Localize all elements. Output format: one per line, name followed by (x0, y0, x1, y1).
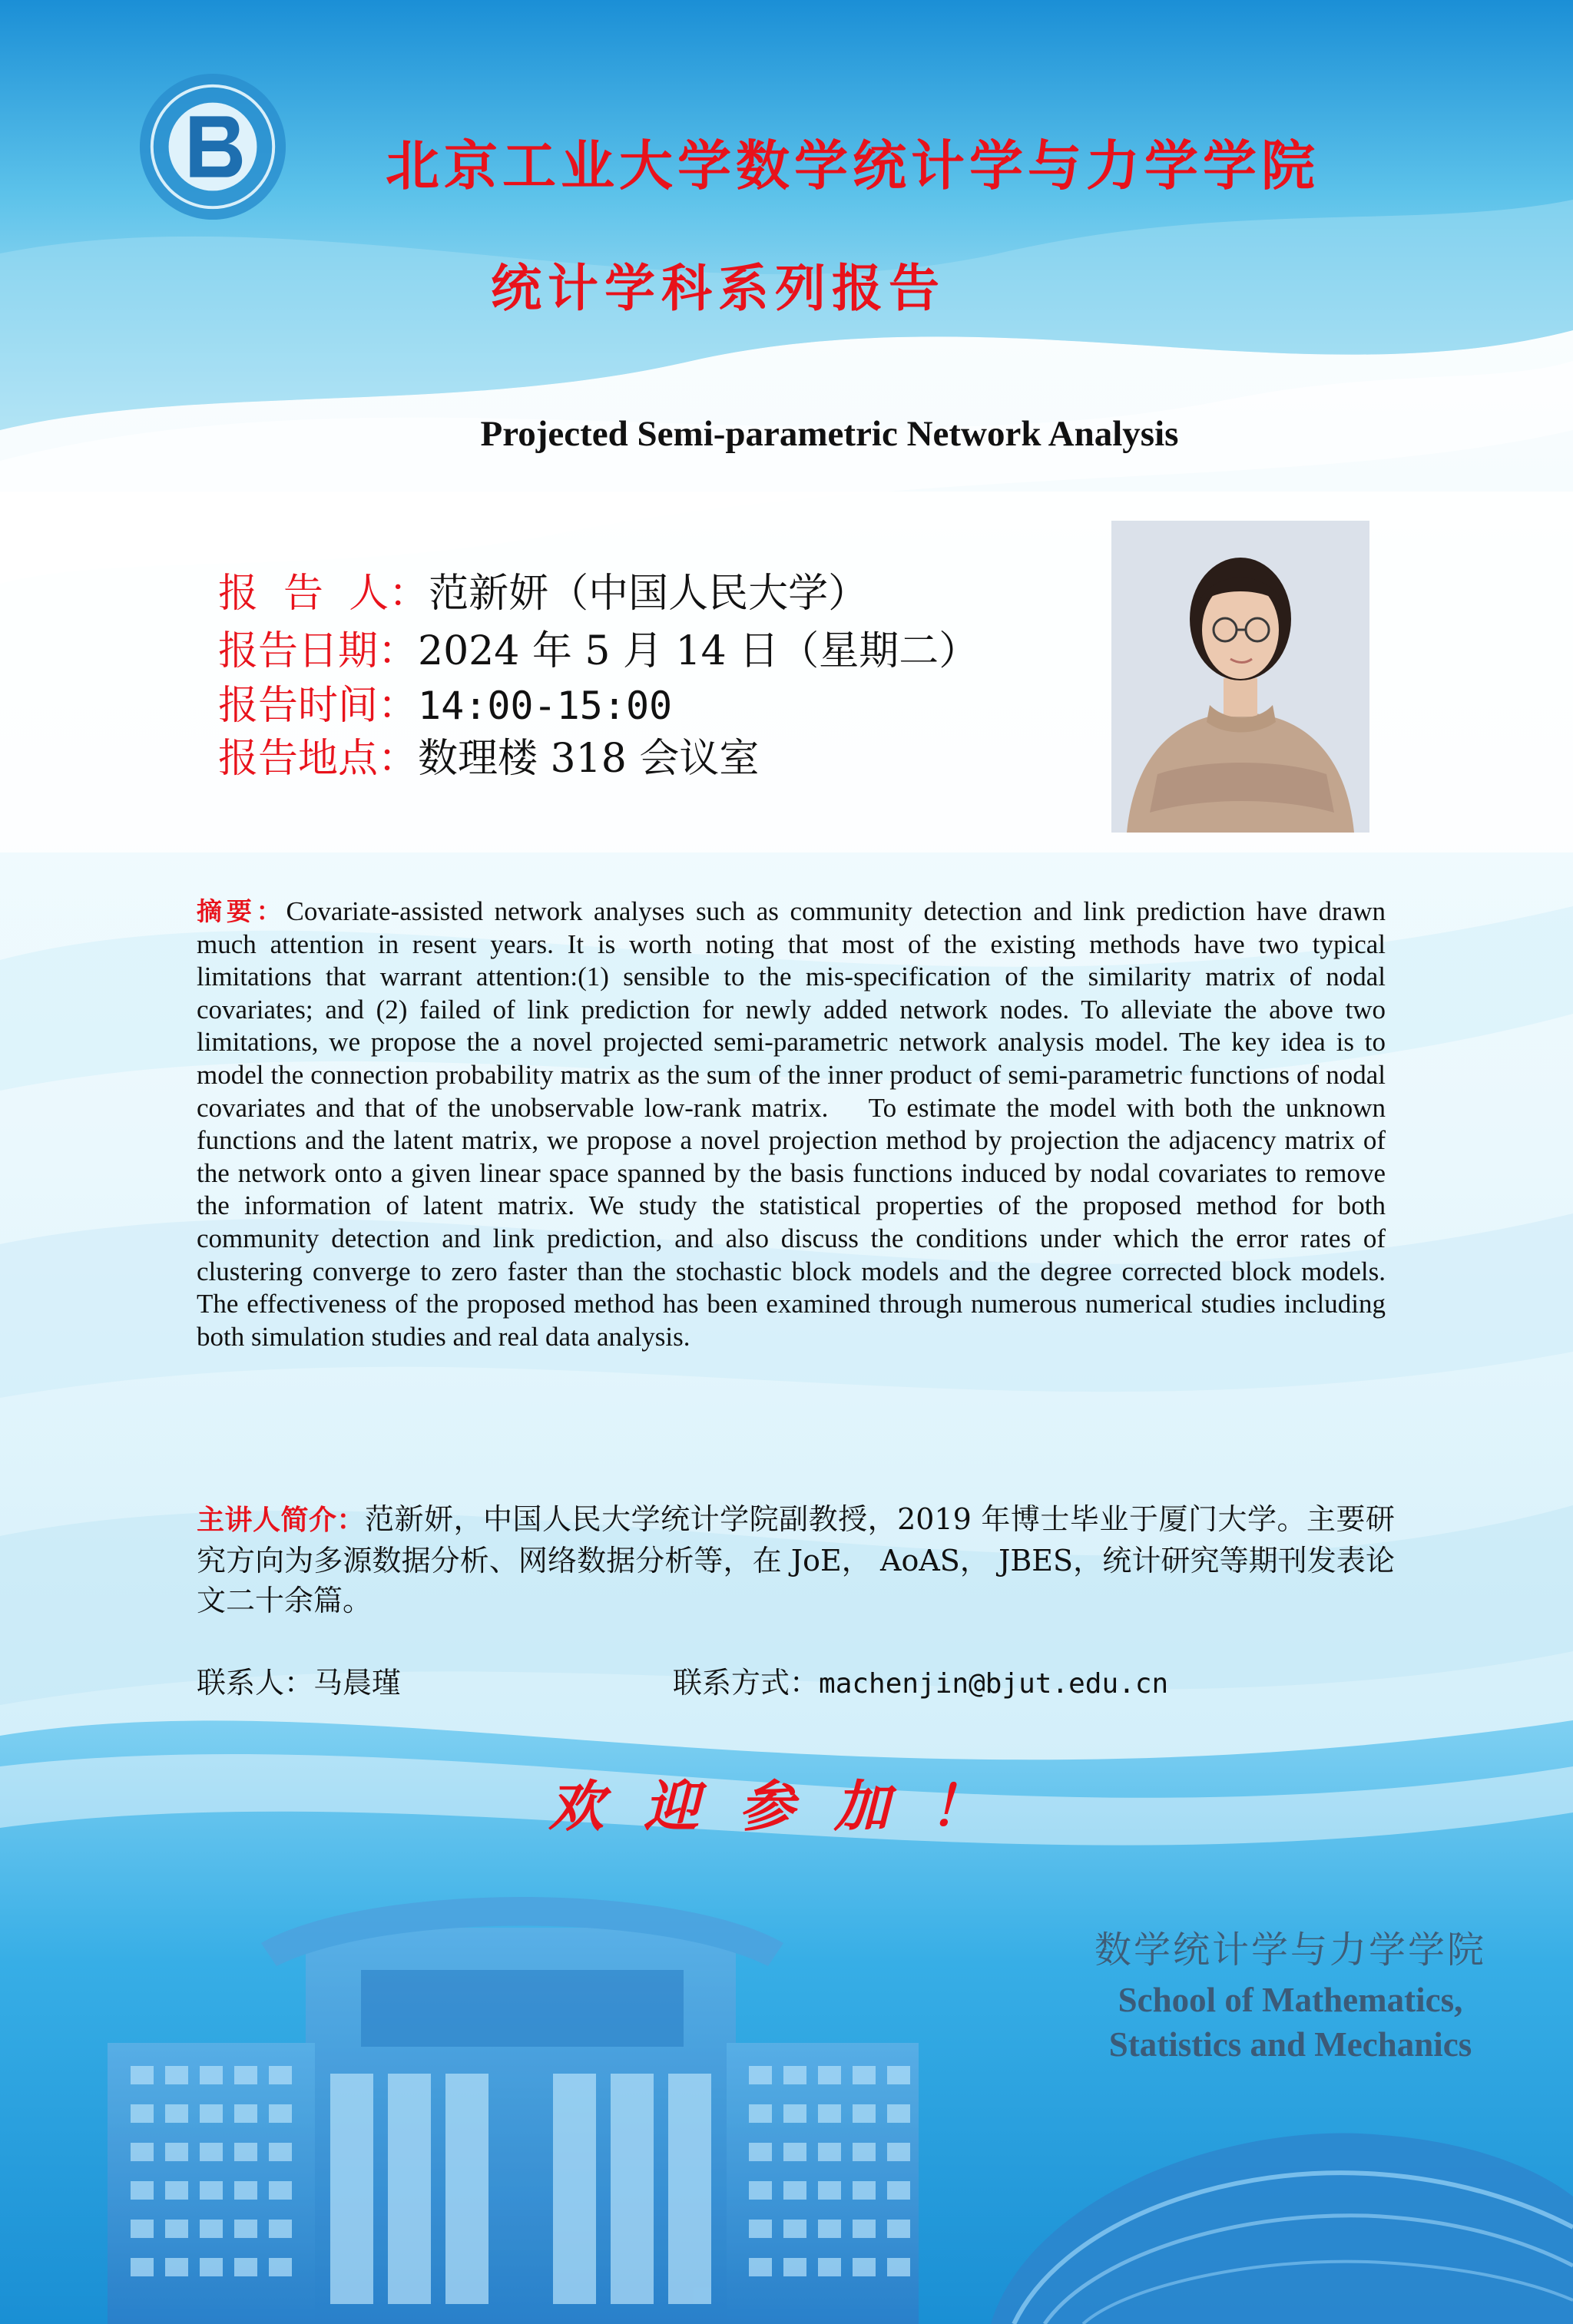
contact-method (673, 1659, 1168, 1701)
speaker-portrait-illustration (1111, 521, 1369, 833)
speaker-label: 报 告 人： (218, 571, 429, 617)
date-value: 2024 年 5 月 14 日（星期二） (418, 628, 979, 674)
time-value: 14:00-15:00 (418, 684, 673, 728)
date-row (218, 618, 979, 672)
place-value: 数理楼 318 会议室 (418, 736, 760, 782)
abstract-label: 摘要： (197, 896, 286, 926)
college-title: 北京工业大学数学统计学与力学学院 (386, 134, 1320, 197)
time-label: 报告时间： (218, 683, 419, 729)
school-name-en-line1: School of Mathematics, (1118, 1981, 1463, 2019)
speaker-bio-section (197, 1499, 1395, 1621)
contact-person-label: 联系人： (197, 1666, 314, 1700)
school-name-cn: 数学统计学与力学学院 (1094, 1928, 1486, 1971)
place-label: 报告地点： (218, 736, 419, 782)
contact-method-label: 联系方式： (673, 1666, 820, 1700)
contact-person (197, 1659, 401, 1701)
report-series-title: 统计学科系列报告 (491, 258, 945, 318)
date-label: 报告日期： (218, 628, 419, 674)
speaker-row (218, 561, 869, 617)
time-row (218, 673, 672, 727)
place-row (218, 726, 759, 780)
bio-label: 主讲人简介： (197, 1505, 366, 1536)
speaker-value: 范新妍（中国人民大学） (429, 571, 869, 617)
speaker-photo (1111, 521, 1369, 833)
abstract-section (197, 896, 1393, 1353)
bio-text: 范新妍，中国人民大学统计学院副教授，2019 年博士毕业于厦门大学。主要研究方向为多源数据分析、网络数据分析等，在 JoE， AoAS， JBES，统计研究等期刊发表论文二十余篇。 (197, 1502, 1395, 1617)
contact-person-value: 马晨瑾 (313, 1666, 402, 1700)
talk-title: Projected Semi-parametric Network Analysis (480, 414, 1179, 454)
welcome-banner: 欢迎参加！ (548, 1773, 1025, 1839)
school-name-en-line2: Statistics and Mechanics (1108, 2025, 1472, 2064)
abstract-text: Covariate-assisted network analyses such as community detection and link prediction have drawn much attention in resent years. It is worth noting that most of the existing methods have two typical limitations that warrant attention:(1) sensible to the mis-specification of the similarity matrix of nodal covariates; and (2) failed of link prediction for newly added network nodes. To alleviate the above two limitations, we propose the a novel projected semi-parametric network analysis model. The key idea is to model the connection probability matrix as the sum of the inner product of semi-parametric functions of nodal covariates and that of the unobservable low-rank matrix. To estimate the model with both the unknown functions and the latent matrix, we propose a novel projection method by projection the adjacency matrix of the network onto a given linear space spanned by the basis functions induced by nodal covariates to remove the information of latent matrix. We study the statistical properties of the proposed method for both community detection and link prediction, and also discuss the conditions under which the error rates of clustering converge to zero faster than the stochastic block models and the degree corrected block models. The effectiveness of the proposed method has been examined through numerous numerical studies including both simulation studies and real data analysis. (197, 896, 1393, 1352)
contact-email: machenjin@bjut.edu.cn (819, 1668, 1169, 1700)
